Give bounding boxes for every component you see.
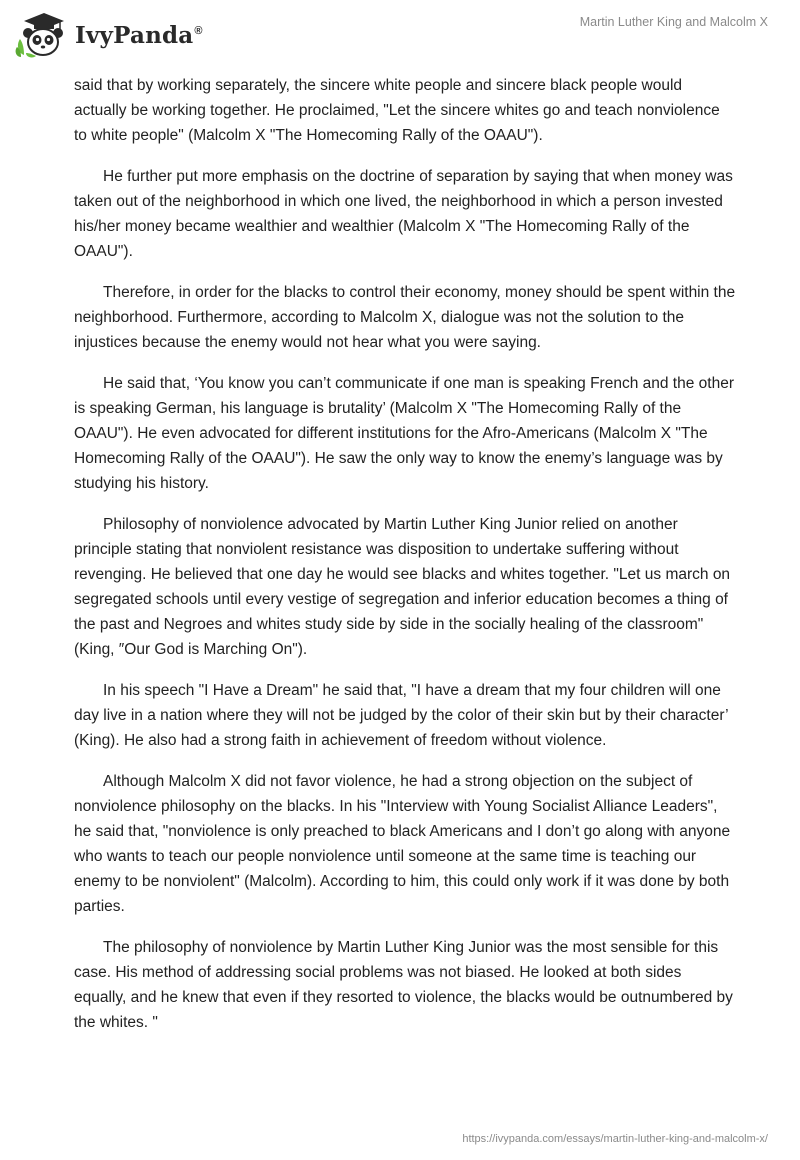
paragraph: He further put more emphasis on the doctrine of separation by saying that when money was taken out of the neighborhood in which one lived, the neighborhood in which a person invested his/her money became wealthier and wealthier (Malcolm X "The Homecoming Rally of the OAAU"). — [74, 168, 733, 260]
page-header — [0, 0, 800, 72]
brand-name: IvyPanda® — [75, 21, 203, 49]
paragraph: said that by working separately, the sincere white people and sincere black people would actually be working together. He proclaimed, "Let the sincere whites go and teach nonviolence to white people" (Malcolm X "The Homecoming Rally of the OAAU"). — [74, 77, 720, 144]
ivypanda-logo[interactable] — [14, 9, 203, 59]
paragraph: He said that, ‘You know you can’t communicate if one man is speaking French and the other is speaking German, his language is brutality’ (Malcolm X "The Homecoming Rally of the OAAU"). He even advocated for different institutions for the Afro-Americans (Malcolm X "The Homecoming Rally of the OAAU"). He saw the only way to know the enemy’s language was by studying his history. — [74, 375, 734, 492]
document-title: Martin Luther King and Malcolm X — [579, 15, 768, 29]
paragraph: In his speech "I Have a Dream" he said that, "I have a dream that my four children will one day live in a nation where they will not be judged by the color of their skin but by their character’ (King). He also had a strong faith in achievement of freedom without violence. — [74, 682, 728, 749]
essay-body — [74, 73, 736, 1051]
paragraph: Philosophy of nonviolence advocated by Martin Luther King Junior relied on another principle stating that nonviolent resistance was disposition to undertake suffering without revenging. He believed that one day he would see blacks and whites together. "Let us march on segregated schools until every vestige of segregation and inferior education becomes a thing of the past and Negroes and whites study side by side in the socially healing of the classroom" (King, ″Our God is Marching On"). — [74, 516, 731, 658]
paragraph: Although Malcolm X did not favor violence, he had a strong objection on the subject of nonviolence philosophy on the blacks. In his "Interview with Young Socialist Alliance Leaders", he said that, "nonviolence is only preached to black Americans and I don’t go along with anyone who wants to teach our people nonviolence until someone at the same time is teaching our enemy to be nonviolent" (Malcolm). According to him, this could only work if it was done by both parties. — [74, 773, 731, 915]
registered-mark: ® — [194, 24, 203, 37]
paragraph: The philosophy of nonviolence by Martin Luther King Junior was the most sensible for this case. His method of addressing social problems was not biased. He looked at both sides equally, and he knew that even if they resorted to violence, the blacks would be outnumbered by the whites. " — [74, 939, 733, 1031]
panda-logo-icon — [14, 9, 70, 59]
paragraph: Therefore, in order for the blacks to control their economy, money should be spent within the neighborhood. Furthermore, according to Malcolm X, dialogue was not the solution to the injustices because the enemy would not hear what you were saying. — [74, 284, 736, 351]
source-url[interactable]: https://ivypanda.com/essays/martin-luther-king-and-malcolm-x/ — [462, 1133, 768, 1145]
